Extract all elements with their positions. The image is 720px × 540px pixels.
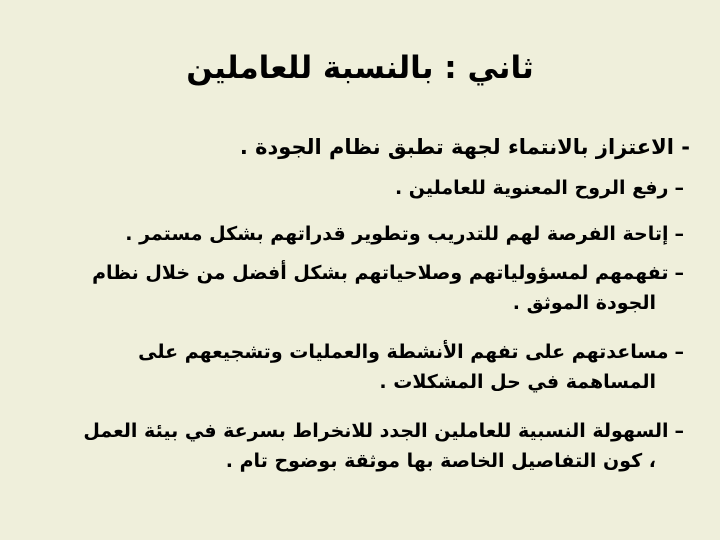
bullet-continuation: ، كون التفاصيل الخاصة بها موثقة بوضوح تام . bbox=[225, 450, 656, 472]
bullet-continuation: المساهمة في حل المشكلات . bbox=[379, 371, 656, 393]
bullet-dash: – bbox=[674, 420, 684, 442]
bullet-text: السهولة النسبية للعاملين الجدد للانخراط بسرعة في بيئة العمل bbox=[83, 420, 669, 442]
bullet-item bbox=[34, 173, 684, 203]
bullet-dash: – bbox=[674, 177, 684, 199]
bullet-dash: – bbox=[674, 262, 684, 284]
bullet-text: تفهمهم لمسؤولياتهم وصلاحياتهم بشكل أفضل من خلال نظام bbox=[92, 262, 669, 284]
bullet-item bbox=[34, 337, 684, 397]
bullet-dash: – bbox=[674, 223, 684, 245]
bullet-text: إتاحة الفرصة لهم للتدريب وتطوير قدراتهم بشكل مستمر . bbox=[125, 223, 669, 245]
bullet-text: مساعدتهم على تفهم الأنشطة والعمليات وتشجيعهم على bbox=[138, 341, 669, 363]
bullet-continuation: الجودة الموثق . bbox=[512, 292, 656, 314]
bullet-text: رفع الروح المعنوية للعاملين . bbox=[394, 177, 669, 199]
bullet-item bbox=[34, 258, 684, 318]
slide-title: ثاني : بالنسبة للعاملين bbox=[186, 50, 534, 86]
section-heading: - الاعتزاز بالانتماء لجهة تطبق نظام الجودة . bbox=[239, 135, 690, 159]
bullet-dash: – bbox=[674, 341, 684, 363]
bullet-item bbox=[34, 219, 684, 249]
bullet-item bbox=[34, 416, 684, 476]
